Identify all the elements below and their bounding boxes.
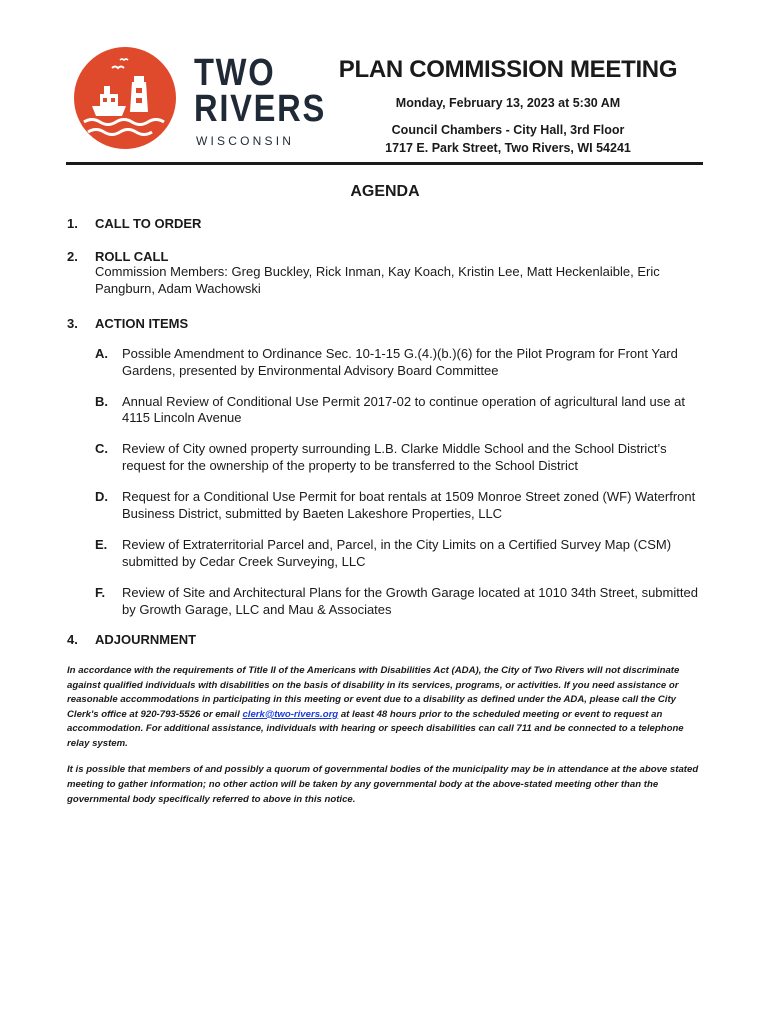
commission-members: Commission Members: Greg Buckley, Rick Inman, Kay Koach, Kristin Lee, Matt Heckenlaible, Eric Pangburn, Adam Wachowski [95,264,660,296]
action-item-text: Review of City owned property surrounding L.B. Clarke Middle School and the School District’s request for the ownership of the property to be transferred to the School District [122,441,667,474]
action-item [95,537,707,571]
agenda-heading: AGENDA [350,183,420,200]
action-item-letter: C. [95,441,108,457]
clerk-email-link[interactable]: clerk@two-rivers.org [242,708,339,720]
header-divider [66,162,703,165]
two-rivers-logo [74,46,326,150]
action-item [95,585,707,619]
action-item-text: Annual Review of Conditional Use Permit 2017-02 to continue operation of agricultural land use at 4115 Lincoln Avenue [122,393,685,426]
logo-word-two: TWO [194,52,276,94]
action-item-text: Request for a Conditional Use Permit for boat rentals at 1509 Monroe Street zoned (WF) Waterfront Business District, submitted by Baeten Lakeshore Properties, LLC [122,489,696,522]
action-item-letter: F. [95,584,106,600]
ada-notice [67,664,704,751]
lighthouse-boat-emblem-icon [74,46,178,150]
action-item-letter: D. [95,489,108,505]
legal-notices [67,664,704,819]
action-item-text: Review of Extraterritorial Parcel and, Parcel, in the City Limits on a Certified Survey Map (CSM) submitted by Cedar Creek Surveying, LLC [122,536,672,569]
meeting-location-line1: Council Chambers - City Hall, 3rd Floor [391,123,625,138]
action-item-letter: A. [95,345,108,361]
logo-word-wisconsin: WISCONSIN [196,134,295,148]
agenda-item-heading: CALL TO ORDER [95,216,202,231]
action-item-letter: B. [95,393,108,409]
action-item [95,346,707,380]
action-item-text: Possible Amendment to Ordinance Sec. 10-1-15 G.(4.)(b.)(6) for the Pilot Program for Front Yard Gardens, presented by Environmental Advisory Board Committee [122,345,678,378]
ada-notice-text-end: at least 48 hours prior to the scheduled meeting or event to request an accommodation. For additional assistance, individuals with hearing or speech disabilities can call 711 and be connected to a telephone relay system. [67,708,684,749]
page-title: PLAN COMMISSION MEETING [338,56,678,83]
agenda-item-roll-call [67,249,707,298]
meeting-location-line2: 1717 E. Park Street, Two Rivers, WI 54241 [385,140,631,155]
agenda-list [67,216,707,647]
agenda-item-number: 4. [67,632,78,648]
agenda-item-heading: ROLL CALL [95,249,169,264]
agenda-item-number: 1. [67,216,78,231]
agenda-item-action-items [67,316,707,619]
ada-notice-text-start: In accordance with the requirements of Title II of the Americans with Disabilities Act (ADA), the City of Two Rivers will not discriminate against qualified individuals with disabilities on the basis of disability in its services, programs, or activities. If you need assistance or reasonable accommodations in participating in this meeting or event due to a disability as defined under the ADA, please call the City Clerk's office at 920-793-5526 or email [67,665,680,720]
meeting-date: Monday, February 13, 2023 at 5:30 AM [395,95,621,110]
quorum-notice: It is possible that members of and possibly a quorum of governmental bodies of the municipality may be in attendance at the above stated meeting to gather information; no other action will be taken by any governmental body at the above-stated meeting other than the governmental body specifically referred to above in this notice. [67,764,699,805]
agenda-item-heading: ADJOURNMENT [95,632,197,648]
action-item-letter: E. [95,536,108,552]
agenda-item-call-to-order [67,216,707,231]
action-item [95,489,707,523]
agenda-item-number: 2. [67,249,78,264]
action-item [95,394,707,428]
logo-word-rivers: RIVERS [194,88,326,130]
agenda-item-heading: ACTION ITEMS [95,315,189,331]
action-item [95,441,707,475]
action-items-list [95,346,707,619]
meeting-header [318,56,698,157]
agenda-item-number: 3. [67,315,78,331]
action-item-text: Review of Site and Architectural Plans for the Growth Garage located at 1010 34th Street, submitted by Growth Garage, LLC and Mau & Associates [122,584,698,617]
agenda-item-adjournment [67,632,707,647]
